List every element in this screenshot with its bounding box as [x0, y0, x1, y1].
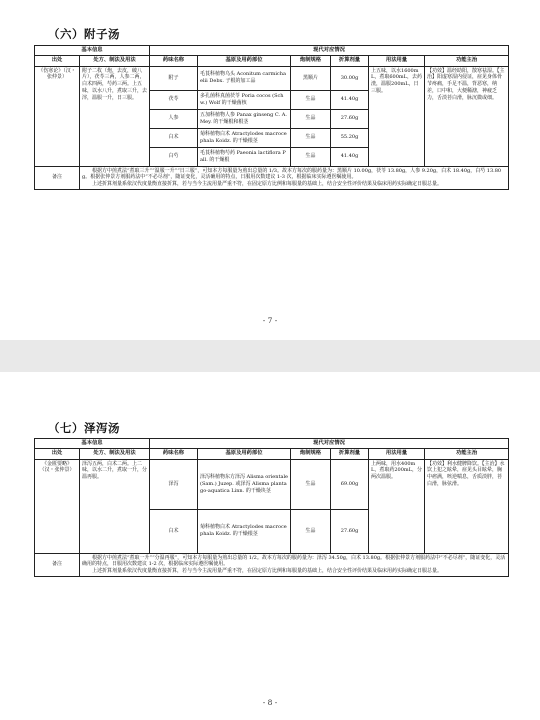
document-page-7: [0, 0, 540, 340]
col-header-spec: 炮制规格: [291, 56, 331, 66]
col-header-prescription: 处方、制法及用法: [80, 449, 150, 459]
herb-origin: 五加科植物人参 Panax ginseng C. A. Mey. 的干燥根和根茎: [198, 109, 291, 128]
source-cell: 《伤寒论》（汉・张仲景）: [35, 66, 80, 166]
usage-cell: 上两味，用水400mL，煮取药200mL，分两次温服。: [369, 459, 425, 553]
col-header-herb-name: 药味名称: [150, 449, 198, 459]
header-modern-info: 现代对应情况: [150, 439, 509, 449]
header-modern-info: 现代对应情况: [150, 46, 509, 56]
usage-cell: 上五味，以水1600mL，煮取600mL，去药渣，温服200mL，日三服。: [369, 66, 425, 166]
col-header-source: 出处: [35, 56, 80, 66]
herb-origin: 毛茛科植物芍药 Paeonia lactiflora Pall. 的干燥根: [198, 147, 291, 166]
herb-origin: 多孔菌科真菌茯苓 Poria cocos (Schw.) Wolf 的干燥菌核: [198, 90, 291, 109]
herb-dose: 27.60g: [331, 509, 369, 553]
herb-origin: 菊科植物白术 Atractylodes macrocephala Koidz. 的干燥根茎: [198, 509, 291, 553]
herb-name: 白芍: [150, 147, 198, 166]
herb-dose: 41.40g: [331, 90, 369, 109]
notes-cell: [80, 553, 509, 577]
formula-table-fuzi: [34, 45, 509, 190]
herb-spec: 生品: [291, 459, 331, 509]
herb-name: 茯苓: [150, 90, 198, 109]
col-header-dose: 折算剂量: [331, 56, 369, 66]
notes-paragraph: 根据方中煎煮法“煮取一升”“分温再服”，可知本方每服量为煎出总量的 1/2。故本方每次的服药量为：泽泻 34.50g，白术 13.80g。根据张仲景方剂服药法中“不必尽剂”，随证变化，灵活确用的特点，日服用次数建议 1-2 次，根据临床实际遵医嘱使用。: [82, 554, 506, 568]
prescription-cell: 泽泻五两，白术二两。上二味，以水二升，煮取一升，分温再服。: [80, 459, 150, 553]
notes-label: 备注: [35, 166, 80, 190]
col-header-usage: 用法用量: [369, 449, 425, 459]
col-header-herb-name: 药味名称: [150, 56, 198, 66]
herb-origin: 菊科植物白术 Atractylodes macrocephala Koidz. 的干燥根茎: [198, 128, 291, 147]
col-header-origin: 基原及用药部位: [198, 56, 291, 66]
herb-spec: 生品: [291, 90, 331, 109]
function-cell: 【功效】温经助阳，散寒祛湿。【主治】阳虚寒湿内侵证，症见身体骨节疼痛，手足不温，背恶寒，纳差，口中和，大便稀溏，神疲乏力，舌淡苔白滑，脉沉微或细。: [425, 66, 509, 166]
herb-dose: 69.00g: [331, 459, 369, 509]
section-title: （六）附子汤: [48, 27, 120, 41]
source-cell: 《金匮要略》（汉・张仲景）: [35, 459, 80, 553]
col-header-usage: 用法用量: [369, 56, 425, 66]
herb-dose: 27.60g: [331, 109, 369, 128]
notes-label: 备注: [35, 553, 80, 577]
header-basic-info: 基本信息: [35, 46, 150, 56]
col-header-origin: 基原及用药部位: [198, 449, 291, 459]
section-title: （七）泽泻汤: [48, 421, 120, 435]
col-header-function: 功能主治: [425, 56, 509, 66]
col-header-dose: 折算剂量: [331, 449, 369, 459]
notes-paragraph: 上述折算剂量系依汉代度量衡直接折算，若与当今主流用量严重不符，在固定原方比例和每服量的基础上，结合安全性评价结果及临床用药实际确定日服总量。: [92, 181, 443, 188]
function-cell: 【功效】利水健脾降饮。【主治】水饮上犯之眩晕，症见头目眩晕，胸中痞满，咳逆喘息，舌质淡胖，苔白滑，脉弦滑。: [425, 459, 509, 553]
page-number: - 8 -: [262, 698, 278, 707]
herb-spec: 生品: [291, 147, 331, 166]
notes-paragraph: 上述折算剂量系依汉代度量衡直接折算，若与当今主流用量严重不符，在固定原方比例和每服量的基础上，结合安全性评价结果及临床用药实际确定日服总量。: [92, 568, 443, 575]
herb-spec: 黑顺片: [291, 66, 331, 90]
herb-spec: 生品: [291, 509, 331, 553]
herb-name: 附子: [150, 66, 198, 90]
herb-dose: 30.00g: [331, 66, 369, 90]
page-gap: [0, 340, 540, 372]
herb-spec: 生品: [291, 128, 331, 147]
herb-spec: 生品: [291, 109, 331, 128]
notes-paragraph: 根据方中煎煮法“煮取三升”“温服一升”“日三服”，可知本方每服量为煎出总量的 1/3。故本方每次的服药量为：黑顺片 10.00g，茯苓 13.80g，人参 9.20g，白术 18.40g，白芍 13.80g。根据张仲景方剂服药法中“不必尽剂”，随证变化，灵活确用的特点，日服用次数建议 1-3 次，根据临床实际遵医嘱使用。: [82, 167, 502, 181]
formula-table-zexie: [34, 438, 509, 577]
col-header-source: 出处: [35, 449, 80, 459]
col-header-function: 功能主治: [425, 449, 509, 459]
herb-name: 人参: [150, 109, 198, 128]
header-basic-info: 基本信息: [35, 439, 150, 449]
herb-dose: 41.40g: [331, 147, 369, 166]
prescription-cell: 附子二枚（炮，去皮，破八片），茯苓三两，人参二两，白术四两，芍药三两。上五味，以水八升，煮取三升，去滓，温服一升，日三服。: [80, 66, 150, 166]
page-number: - 7 -: [262, 316, 278, 325]
herb-name: 泽泻: [150, 459, 198, 509]
herb-dose: 55.20g: [331, 128, 369, 147]
herb-name: 白术: [150, 509, 198, 553]
notes-cell: [80, 166, 509, 190]
herb-name: 白术: [150, 128, 198, 147]
herb-origin: 毛茛科植物乌头 Aconitum carmichaelii Debx. 子根的加工品: [198, 66, 291, 90]
col-header-prescription: 处方、制法及用法: [80, 56, 150, 66]
herb-origin: 泽泻科植物东方泽泻 Alisma orientale (Sam.) Juzep. 或泽泻 Alisma plantago-aquatica Linn. 的干燥块茎: [198, 459, 291, 509]
col-header-spec: 炮制规格: [291, 449, 331, 459]
document-page-8: [0, 372, 540, 720]
